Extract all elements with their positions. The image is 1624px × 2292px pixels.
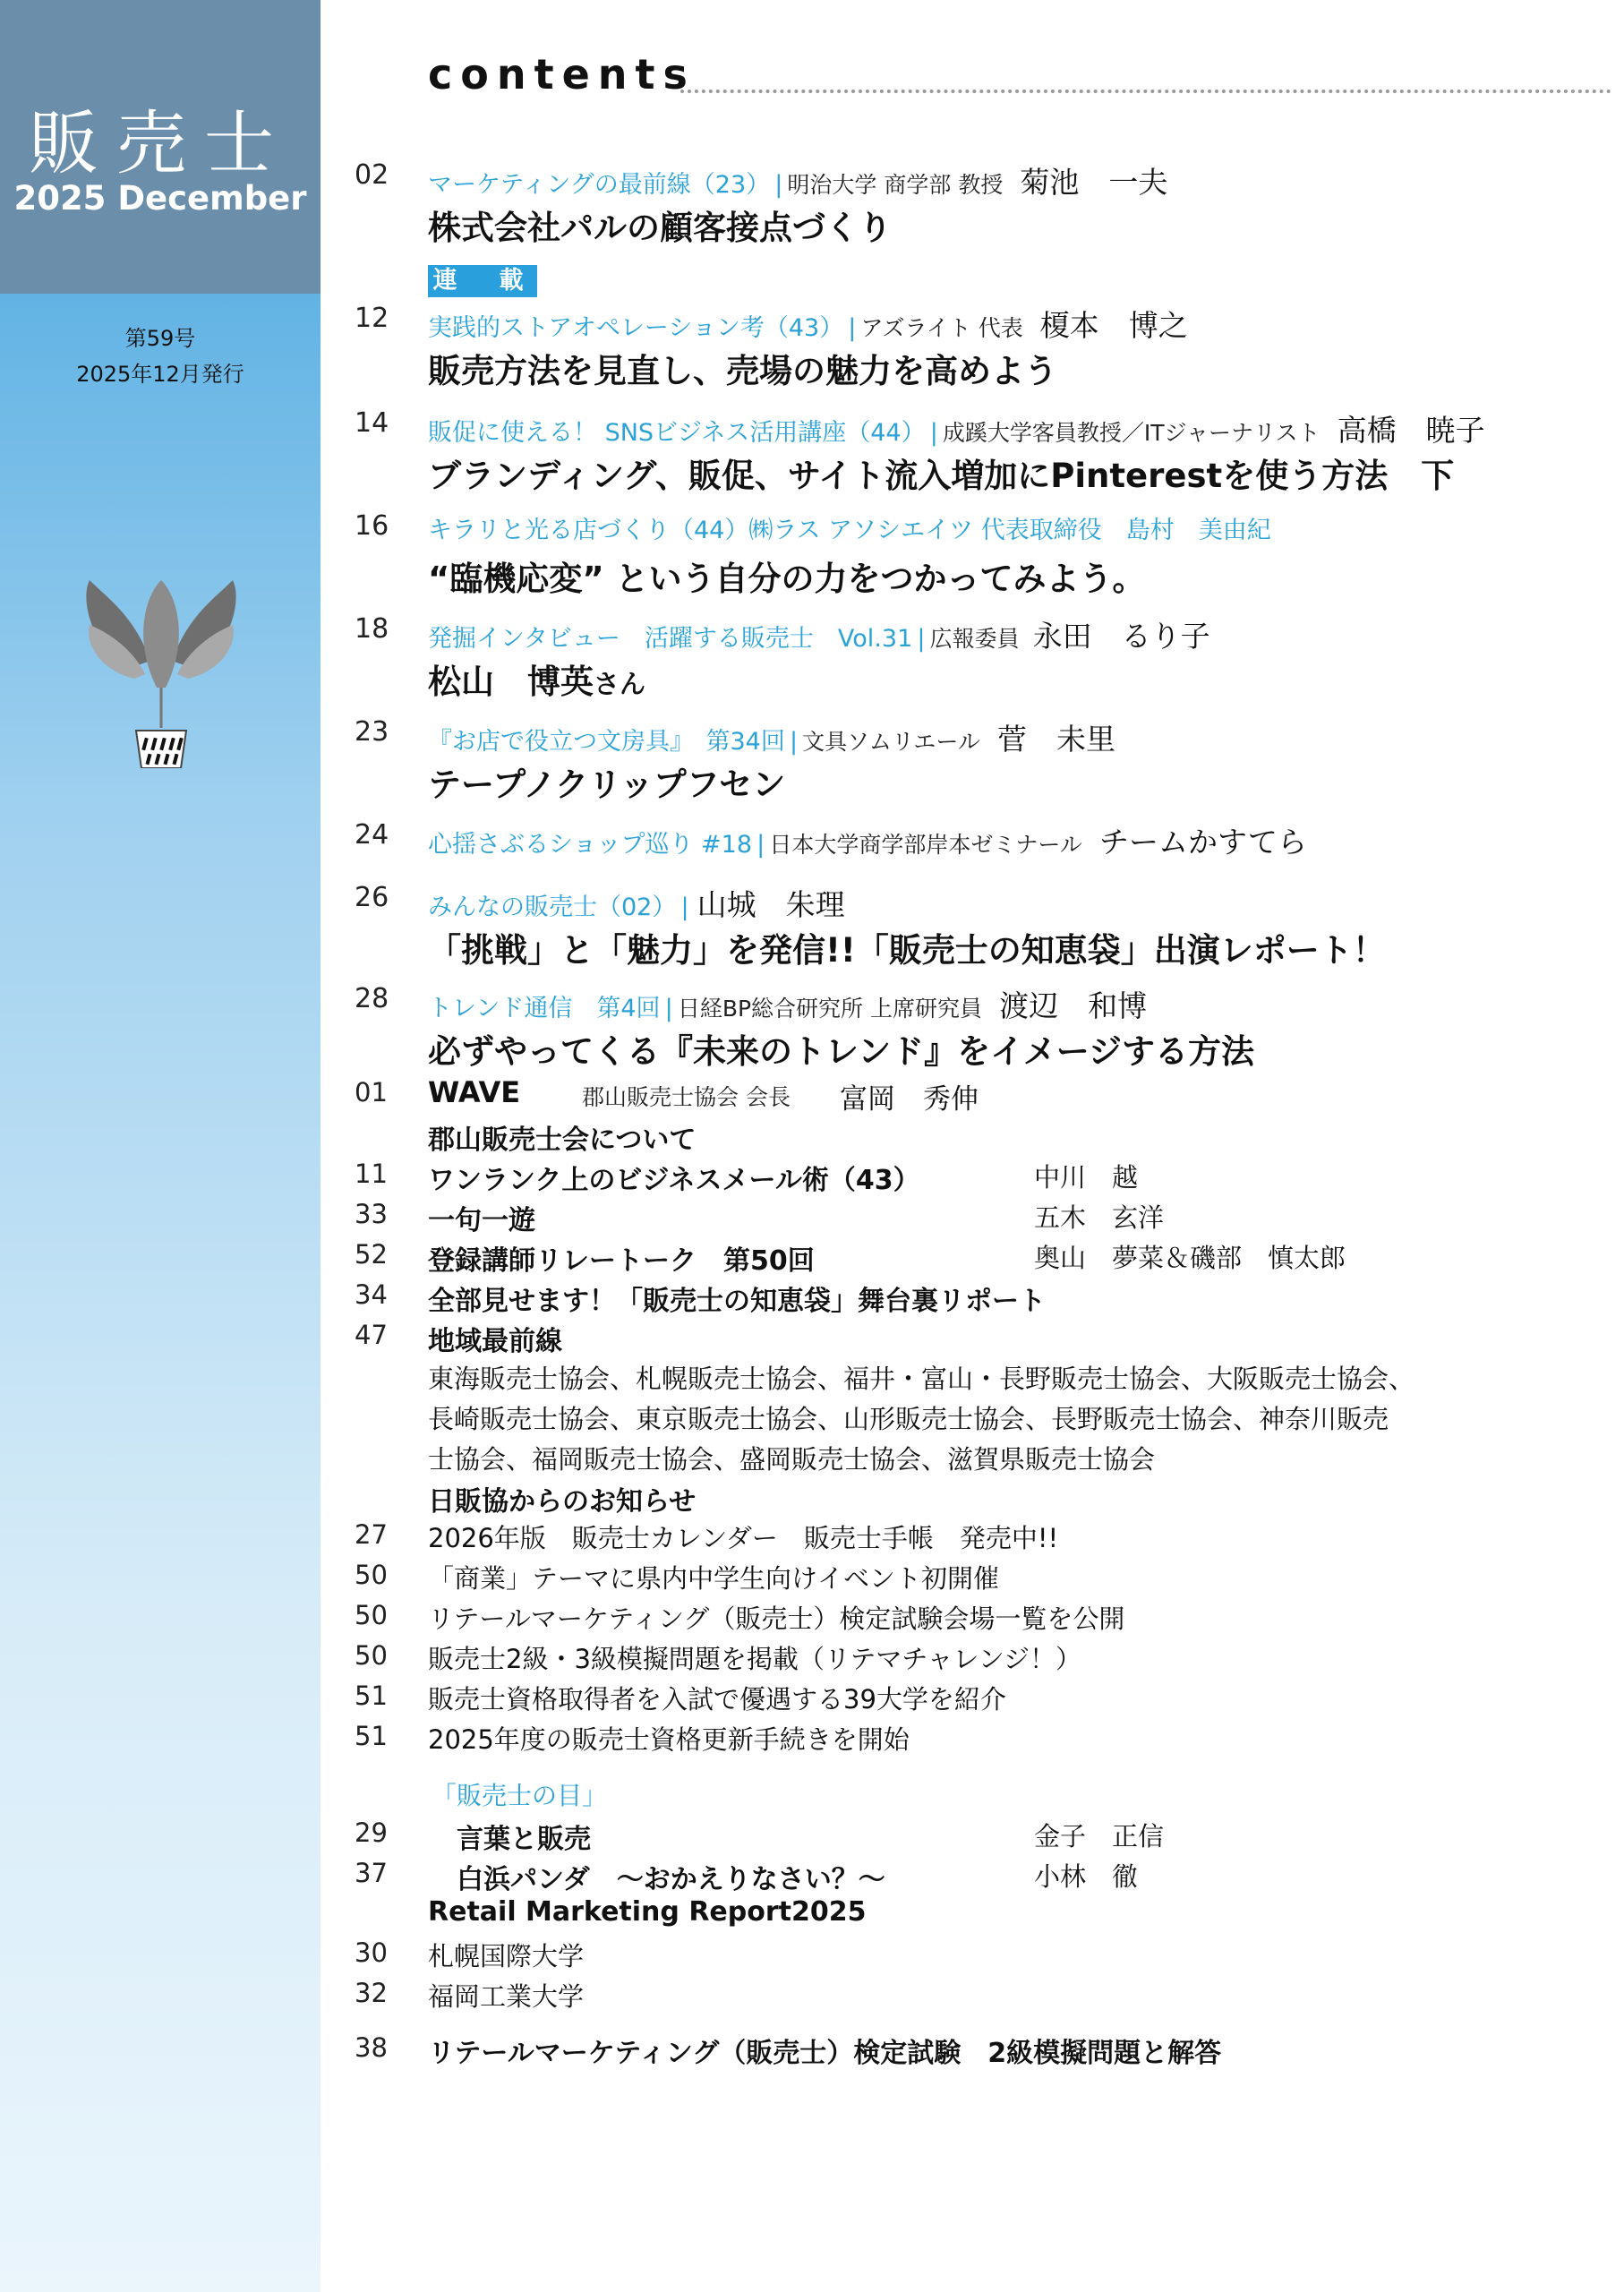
entry-title: 言葉と販売	[457, 1824, 591, 1855]
author-affiliation: 広報委員	[929, 626, 1020, 652]
regional-line: 士協会、福岡販売士協会、盛岡販売士協会、滋賀県販売士協会	[428, 1444, 1156, 1475]
series-label: 心揺さぶるショップ巡り #18	[428, 831, 753, 859]
magazine-title: 販売士	[28, 104, 292, 184]
issue-number: 第59号	[124, 326, 196, 351]
page-number: 14	[355, 407, 389, 439]
entry-title: ワンランク上のビジネスメール術（43）	[428, 1165, 920, 1196]
article-title: “臨機応変” という自分の力をつかってみよう。	[428, 560, 1146, 598]
author-name: 高橋 暁子	[1337, 413, 1485, 448]
article-title: テープノクリップフセン	[428, 765, 786, 804]
page-number: 24	[355, 819, 389, 851]
report-text: 札幌国際大学	[428, 1941, 585, 1971]
series-label: キラリと光る店づくり（44）㈱ラス アソシエイツ 代表取締役 島村 美由紀	[428, 517, 1271, 544]
page-number: 51	[355, 1681, 388, 1711]
separator: |	[789, 728, 799, 756]
author-name: 榎本 博之	[1039, 308, 1188, 343]
article-title: 販売方法を見直し、売場の魅力を高めよう	[428, 352, 1057, 390]
page-number: 18	[355, 613, 389, 645]
entry-title: 地域最前線	[428, 1326, 562, 1357]
page-number: 01	[355, 1077, 388, 1108]
notice-text: 「商業」テーマに県内中学生向けイベント初開催	[428, 1563, 1000, 1594]
dotted-rule	[680, 90, 1611, 93]
notice-text: 2025年度の販売士資格更新手続きを開始	[428, 1724, 910, 1755]
author-name: 山城 朱理	[697, 887, 845, 922]
series-label: マーケティングの最前線（23）	[428, 171, 771, 199]
entry-author: 小林 徹	[1034, 1861, 1139, 1892]
page-number: 50	[355, 1560, 388, 1590]
separator: |	[929, 419, 938, 447]
separator: |	[664, 995, 673, 1022]
page-number: 26	[355, 882, 389, 913]
author-affiliation: 日経BP総合研究所 上席研究員	[677, 996, 982, 1022]
report-text: 福岡工業大学	[428, 1981, 585, 2012]
page-number: 30	[355, 1937, 388, 1968]
page-number: 33	[355, 1199, 388, 1229]
sidebar-header	[0, 0, 321, 294]
entry-title: 登録講師リレートーク 第50回	[428, 1245, 815, 1277]
author-name: 菊池 一夫	[1020, 165, 1168, 200]
entry-title: 全部見せます！「販売士の知恵袋」舞台裏リポート	[428, 1286, 1046, 1317]
page-number: 02	[355, 159, 389, 191]
article-title: 松山 博英	[428, 663, 594, 701]
series-label: 実践的ストアオペレーション考（43）	[428, 314, 844, 342]
page-number: 51	[355, 1721, 388, 1751]
regional-line: 長崎販売士協会、東京販売士協会、山形販売士協会、長野販売士協会、神奈川販売	[428, 1404, 1389, 1434]
notice-text: 販売士2級・3級模擬問題を掲載（リテマチャレンジ！）	[428, 1644, 1082, 1674]
separator: |	[774, 171, 783, 199]
page-number: 50	[355, 1640, 388, 1671]
page-number: 32	[355, 1978, 388, 2008]
wave-affiliation: 郡山販売士協会 会長	[582, 1084, 791, 1110]
wave-label: WAVE	[428, 1075, 521, 1109]
author-name: 菅 未里	[997, 722, 1116, 757]
entry-author: 金子 正信	[1034, 1821, 1165, 1852]
author-name: 渡辺 和博	[999, 988, 1148, 1023]
separator: |	[680, 894, 689, 921]
author-affiliation: 成蹊大学客員教授／ITジャーナリスト	[942, 420, 1321, 446]
issue-date: 2025 December	[13, 179, 307, 218]
separator: |	[917, 625, 926, 653]
page-number: 38	[355, 2032, 388, 2063]
regional-line: 東海販売士協会、札幌販売士協会、福井・富山・長野販売士協会、大阪販売士協会、	[428, 1364, 1415, 1394]
wave-author: 富岡 秀伸	[840, 1083, 979, 1116]
page-number: 52	[355, 1239, 388, 1270]
sidebar	[0, 0, 321, 2292]
series-label: トレンド通信 第4回	[428, 995, 661, 1022]
page-number: 12	[355, 303, 389, 334]
page-number: 50	[355, 1600, 388, 1630]
wave-subtitle: 郡山販売士会について	[428, 1125, 697, 1156]
author-affiliation: 文具ソムリエール	[802, 729, 980, 755]
publish-date: 2025年12月発行	[76, 362, 244, 387]
page-number: 11	[355, 1159, 388, 1189]
notice-text: リテールマーケティング（販売士）検定試験会場一覧を公開	[428, 1604, 1125, 1634]
entry-author: 奥山 夢菜＆磯部 慎太郎	[1034, 1243, 1346, 1273]
section-title: Retail Marketing Report2025	[428, 1896, 867, 1928]
page-number: 28	[355, 983, 389, 1014]
article-title: 必ずやってくる『未来のトレンド』をイメージする方法	[428, 1032, 1254, 1071]
page-number: 27	[355, 1519, 388, 1550]
page-number: 47	[355, 1320, 388, 1350]
separator: |	[848, 314, 857, 342]
article-title: 株式会社パルの顧客接点づくり	[428, 209, 892, 247]
author-name: チームかすてら	[1098, 825, 1307, 860]
entry-title: 一句一遊	[428, 1205, 535, 1236]
entry-title: 白浜パンダ ～おかえりなさい？～	[457, 1864, 885, 1895]
page-number: 29	[355, 1817, 388, 1848]
plant-illustration	[72, 562, 251, 768]
title-suffix: さん	[594, 669, 646, 699]
entry-title: リテールマーケティング（販売士）検定試験 2級模擬問題と解答	[428, 2038, 1222, 2069]
section-title: 日販協からのお知らせ	[428, 1486, 697, 1518]
entry-author: 五木 玄洋	[1034, 1202, 1165, 1233]
entry-author: 中川 越	[1034, 1162, 1139, 1193]
serial-badge: 連 載	[428, 265, 537, 297]
page-number: 34	[355, 1279, 388, 1310]
section-title: 「販売士の目」	[432, 1781, 608, 1810]
author-affiliation: アズライト 代表	[860, 315, 1023, 341]
author-affiliation: 明治大学 商学部 教授	[787, 172, 1004, 198]
article-title: 「挑戦」と「魅力」を発信!!「販売士の知恵袋」出演レポート！	[428, 931, 1386, 970]
page-number: 16	[355, 510, 389, 542]
article-title: ブランディング、販促、サイト流入増加にPinterestを使う方法 下	[428, 457, 1455, 495]
notice-text: 2026年版 販売士カレンダー 販売士手帳 発売中!!	[428, 1523, 1059, 1553]
author-affiliation: 日本大学商学部岸本ゼミナール	[769, 832, 1082, 858]
series-label: みんなの販売士（02）	[428, 894, 677, 921]
series-label: 発掘インタビュー 活躍する販売士 Vol.31	[428, 625, 913, 653]
series-label: 『お店で役立つ文房具』 第34回	[428, 728, 785, 756]
page-number: 37	[355, 1858, 388, 1888]
contents-heading: contents	[428, 50, 696, 98]
series-label: 販促に使える！ SNSビジネス活用講座（44）	[428, 419, 926, 447]
author-name: 永田 るり子	[1032, 619, 1210, 654]
page-number: 23	[355, 716, 389, 748]
separator: |	[756, 831, 765, 859]
notice-text: 販売士資格取得者を入試で優遇する39大学を紹介	[428, 1684, 1006, 1715]
